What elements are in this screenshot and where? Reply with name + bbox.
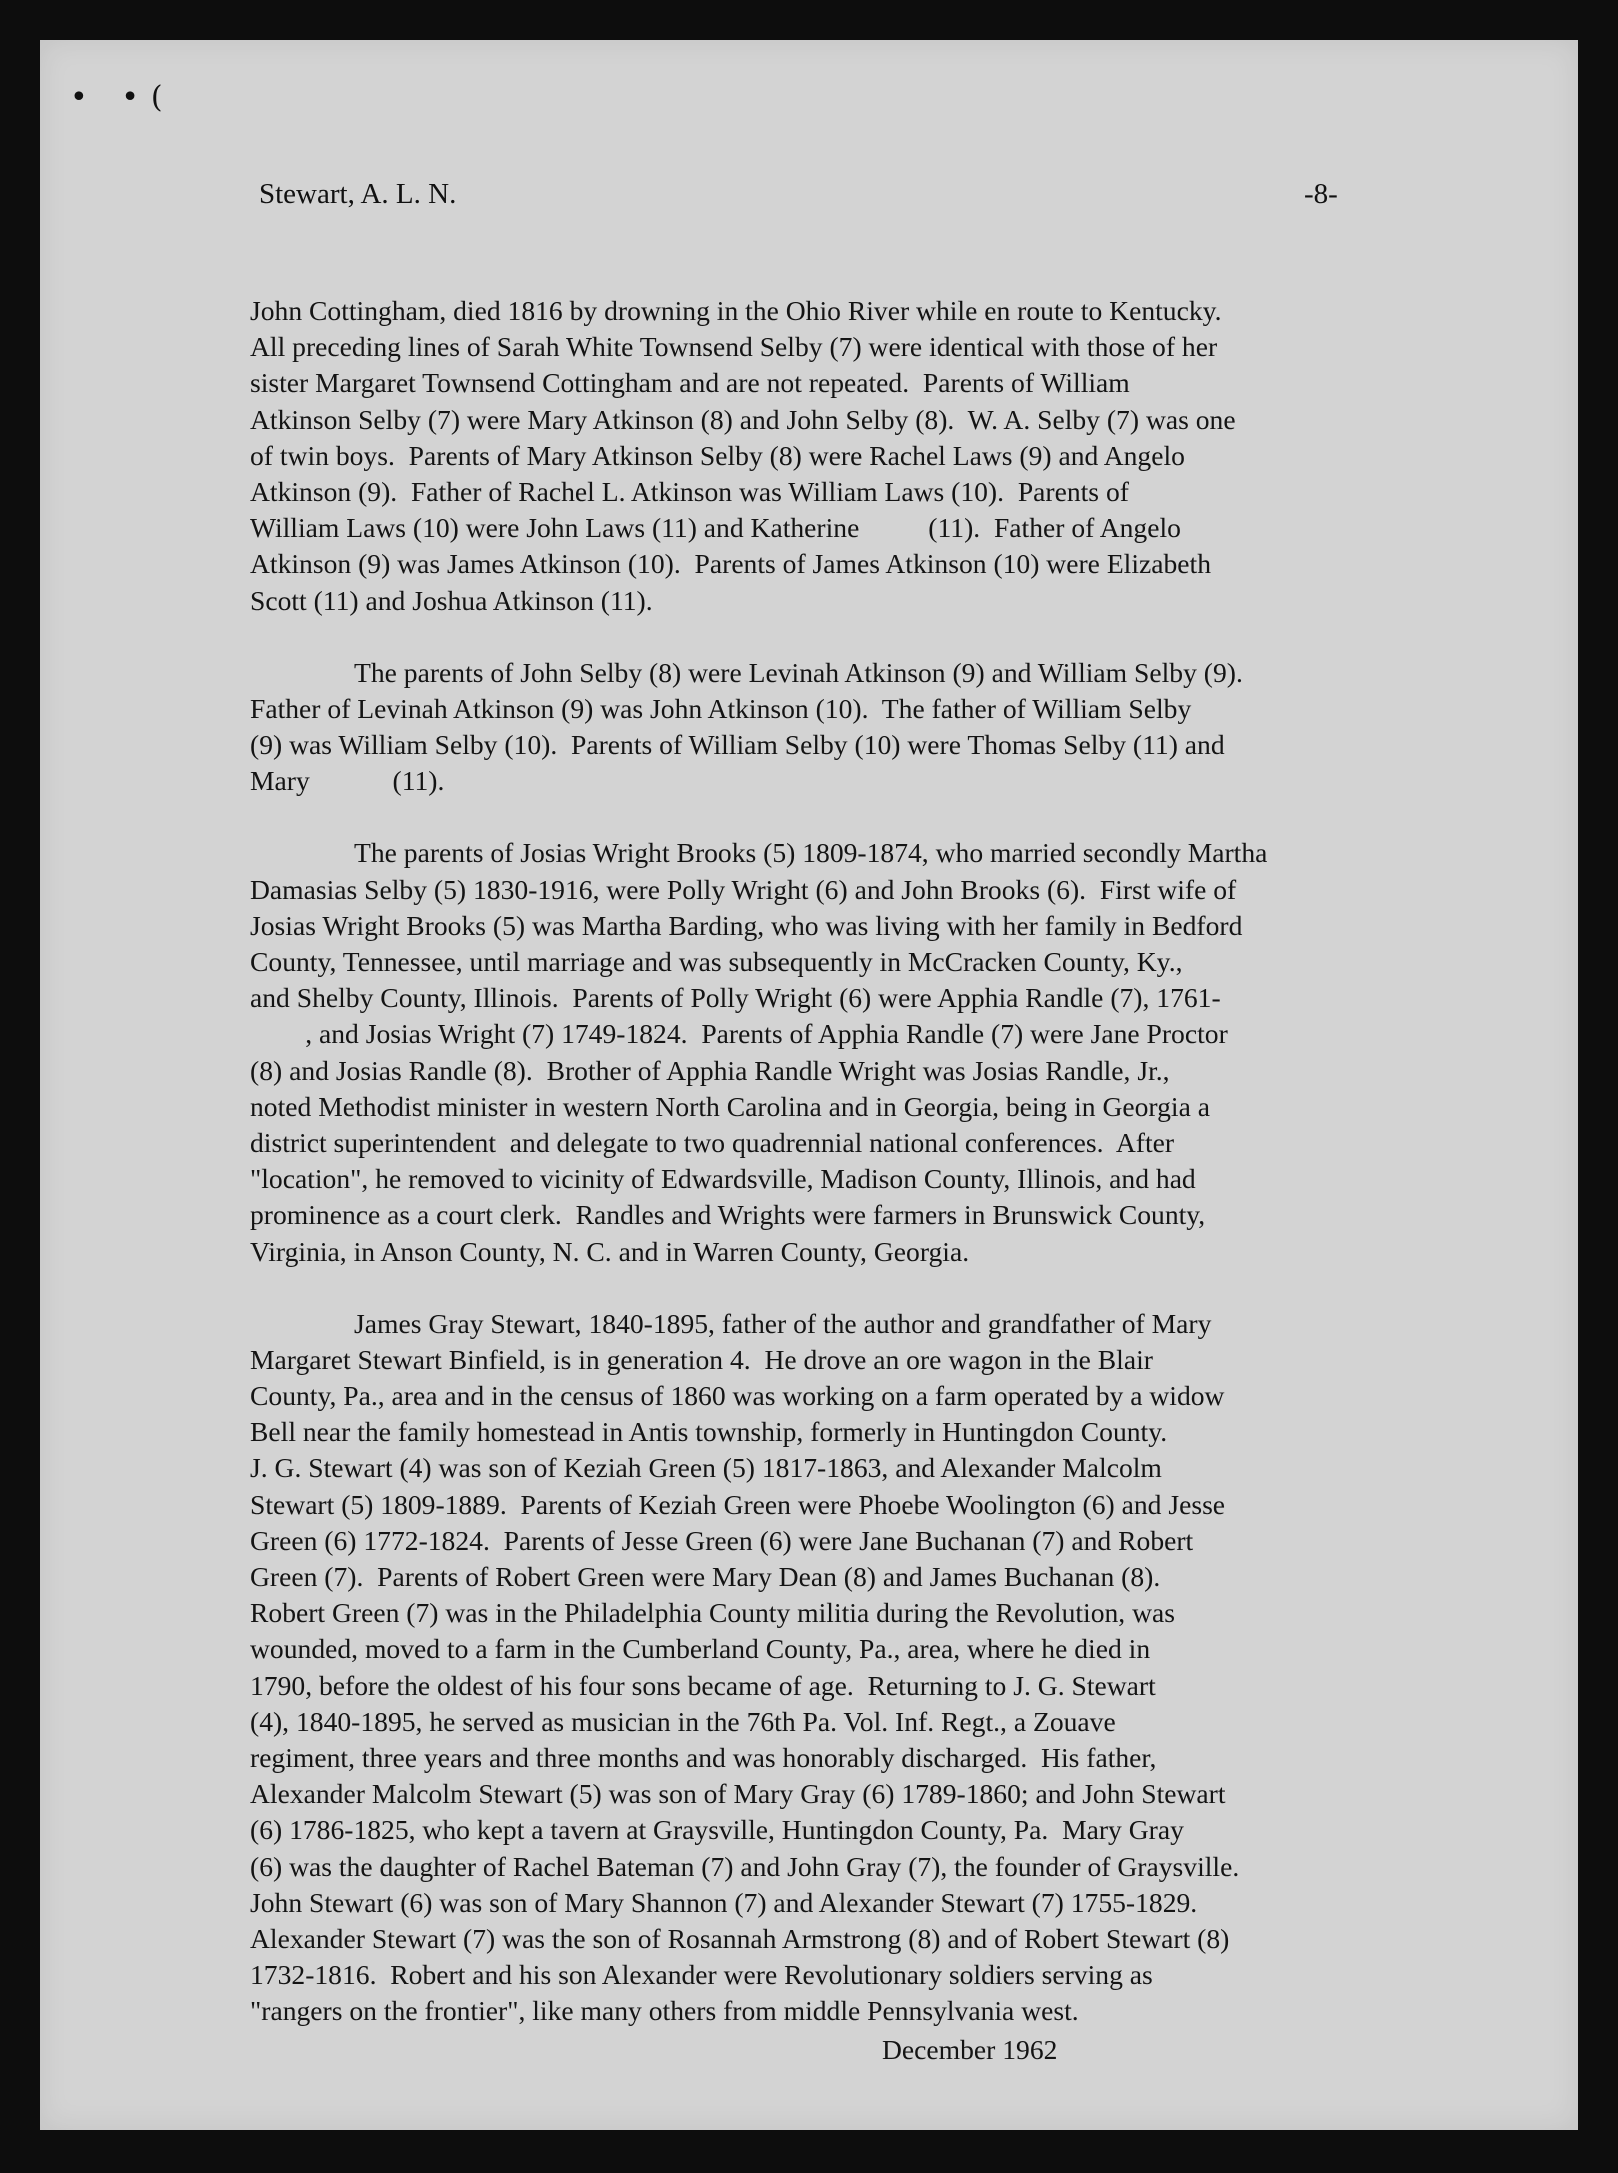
text-line: 1732-1816. Robert and his son Alexander were Revolutionary soldiers serving as: [250, 1959, 1153, 1991]
text-line: , and Josias Wright (7) 1749-1824. Parents of Apphia Randle (7) were Jane Proctor: [250, 1018, 1228, 1050]
document-page: [40, 40, 1578, 2130]
text-line: The parents of John Selby (8) were Levinah Atkinson (9) and William Selby (9).: [354, 656, 1243, 688]
paragraph-1: [250, 293, 1560, 619]
text-line: (6) was the daughter of Rachel Bateman (7) and John Gray (7), the founder of Graysville.: [250, 1850, 1240, 1882]
text-line: prominence as a court clerk. Randles and Wrights were farmers in Brunswick County,: [250, 1199, 1206, 1231]
text-line: Alexander Malcolm Stewart (5) was son of Mary Gray (6) 1789-1860; and John Stewart: [250, 1778, 1226, 1810]
text-line: Father of Levinah Atkinson (9) was John Atkinson (10). The father of William Selby: [250, 692, 1192, 724]
text-line: (6) 1786-1825, who kept a tavern at Graysville, Huntingdon County, Pa. Mary Gray: [250, 1814, 1184, 1846]
text-line: district superintendent and delegate to two quadrennial national conferences. After: [250, 1126, 1175, 1158]
text-line: of twin boys. Parents of Mary Atkinson Selby (8) were Rachel Laws (9) and Angelo: [250, 439, 1185, 471]
text-line: Atkinson (9) was James Atkinson (10). Parents of James Atkinson (10) were Elizabeth: [250, 548, 1212, 580]
text-line: The parents of Josias Wright Brooks (5) 1809-1874, who married secondly Martha: [354, 837, 1268, 869]
paragraph-3: [250, 835, 1560, 1269]
text-line: (4), 1840-1895, he served as musician in the 76th Pa. Vol. Inf. Regt., a Zouave: [250, 1705, 1116, 1737]
text-line: Atkinson (9). Father of Rachel L. Atkinson was William Laws (10). Parents of: [250, 475, 1129, 507]
text-line: Atkinson Selby (7) were Mary Atkinson (8) and John Selby (8). W. A. Selby (7) was one: [250, 403, 1236, 435]
text-line: John Stewart (6) was son of Mary Shannon (7) and Alexander Stewart (7) 1755-1829.: [250, 1886, 1198, 1918]
text-line: wounded, moved to a farm in the Cumberland County, Pa., area, where he died in: [250, 1633, 1151, 1665]
text-line: Mary (11).: [250, 765, 445, 797]
document-body: [250, 293, 1560, 2065]
paragraph-2: [250, 655, 1560, 800]
text-line: "rangers on the frontier", like many others from middle Pennsylvania west.: [250, 1995, 1079, 2027]
text-line: William Laws (10) were John Laws (11) and Katherine (11). Father of Angelo: [250, 512, 1181, 544]
text-line: Damasias Selby (5) 1830-1916, were Polly Wright (6) and John Brooks (6). First wife of: [250, 873, 1237, 905]
text-line: regiment, three years and three months and was honorably discharged. His father,: [250, 1741, 1157, 1773]
text-line: County, Tennessee, until marriage and was subsequently in McCracken County, Ky.,: [250, 946, 1183, 977]
text-line: sister Margaret Townsend Cottingham and are not repeated. Parents of William: [250, 367, 1130, 399]
page-number: -8-: [1304, 178, 1338, 210]
text-line: Margaret Stewart Binfield, is in generation 4. He drove an ore wagon in the Blair: [250, 1343, 1153, 1375]
text-line: (9) was William Selby (10). Parents of William Selby (10) were Thomas Selby (11) and: [250, 729, 1225, 761]
text-line: 1790, before the oldest of his four sons became of age. Returning to J. G. Stewart: [250, 1669, 1156, 1701]
text-line: J. G. Stewart (4) was son of Keziah Green (5) 1817-1863, and Alexander Malcolm: [250, 1452, 1162, 1484]
punch-marks: • •(: [70, 80, 175, 115]
text-line: Scott (11) and Joshua Atkinson (11).: [250, 584, 653, 616]
text-line: Virginia, in Anson County, N. C. and in Warren County, Georgia.: [250, 1235, 970, 1267]
text-line: Robert Green (7) was in the Philadelphia County militia during the Revolution, was: [250, 1597, 1175, 1629]
text-line: Green (7). Parents of Robert Green were Mary Dean (8) and James Buchanan (8).: [250, 1561, 1161, 1592]
text-line: Alexander Stewart (7) was the son of Rosannah Armstrong (8) and of Robert Stewart (8): [250, 1922, 1230, 1954]
text-line: All preceding lines of Sarah White Townsend Selby (7) were identical with those of her: [250, 331, 1218, 363]
text-line: James Gray Stewart, 1840-1895, father of the author and grandfather of Mary: [354, 1307, 1212, 1339]
text-line: John Cottingham, died 1816 by drowning in the Ohio River while en route to Kentucky.: [250, 295, 1222, 326]
document-date: December 1962: [882, 2034, 1058, 2065]
paragraph-4: [250, 1306, 1560, 2030]
text-line: and Shelby County, Illinois. Parents of Polly Wright (6) were Apphia Randle (7), 1761-: [250, 982, 1221, 1014]
text-line: Stewart (5) 1809-1889. Parents of Keziah Green were Phoebe Woolington (6) and Jesse: [250, 1488, 1226, 1520]
document-title: Stewart, A. L. N.: [259, 178, 457, 210]
text-line: "location", he removed to vicinity of Edwardsville, Madison County, Illinois, and had: [250, 1163, 1196, 1195]
text-line: Josias Wright Brooks (5) was Martha Barding, who was living with her family in Bedford: [250, 909, 1243, 941]
text-line: Green (6) 1772-1824. Parents of Jesse Green (6) were Jane Buchanan (7) and Robert: [250, 1524, 1194, 1556]
text-line: noted Methodist minister in western North Carolina and in Georgia, being in Georgia a: [250, 1090, 1210, 1122]
text-line: Bell near the family homestead in Antis township, formerly in Huntingdon County.: [250, 1416, 1168, 1448]
text-line: County, Pa., area and in the census of 1860 was working on a farm operated by a widow: [250, 1380, 1225, 1412]
text-line: (8) and Josias Randle (8). Brother of Apphia Randle Wright was Josias Randle, Jr.,: [250, 1054, 1170, 1086]
